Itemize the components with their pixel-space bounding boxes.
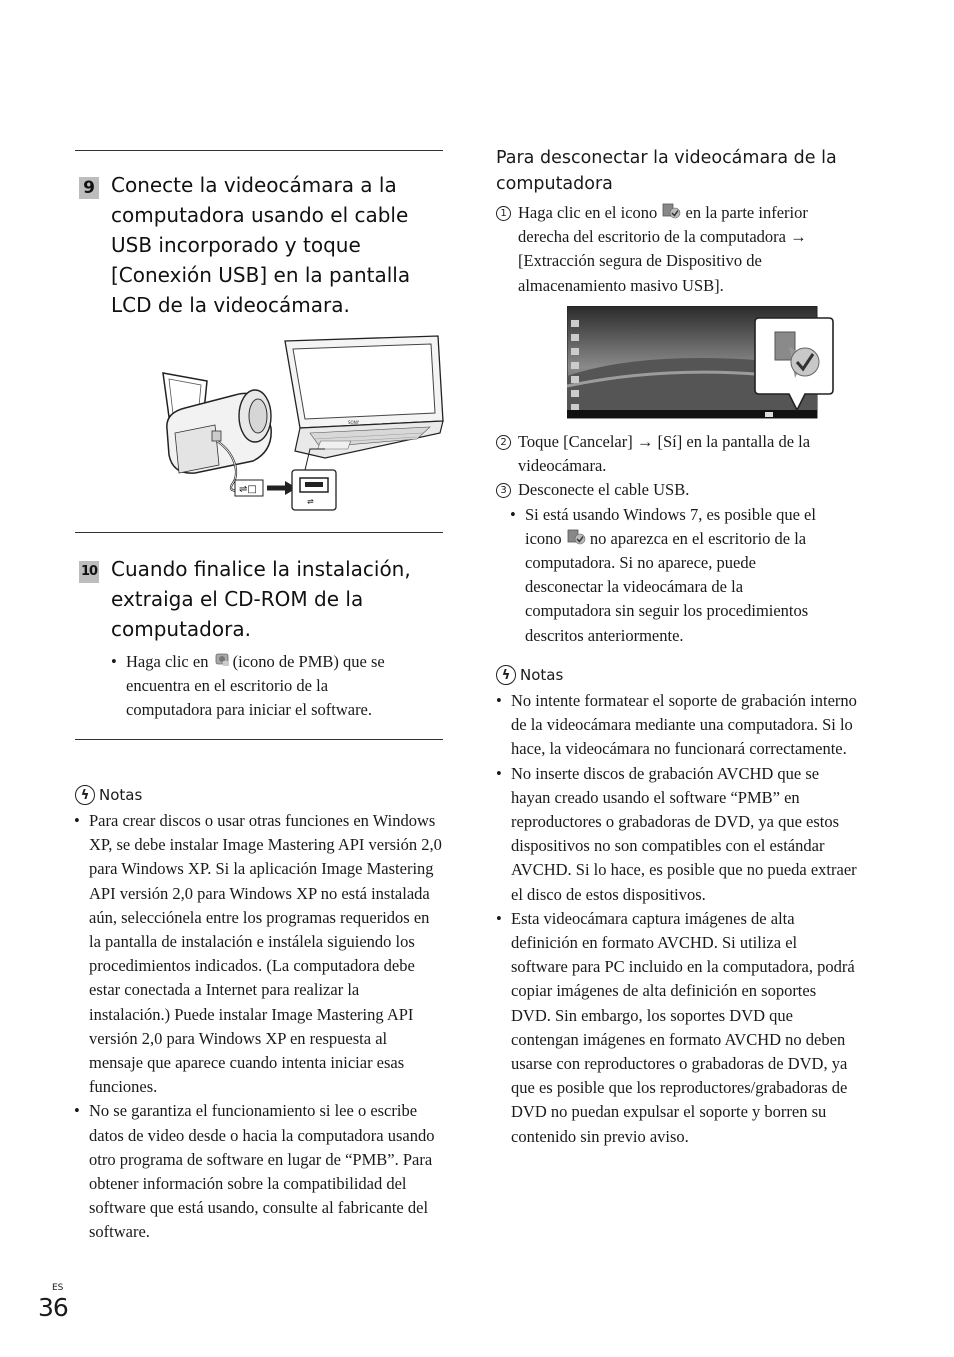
bullet-text: Si está usando Windows 7, es posible que el icono <box>525 504 816 548</box>
step-9-number: 9 <box>79 177 99 199</box>
notes-right-list <box>496 689 858 1149</box>
camcorder-laptop-illustration <box>155 333 445 513</box>
circled-number: 3 <box>496 483 511 498</box>
step-text: Haga clic en el icono <box>518 203 662 222</box>
step-text: Desconecte el cable USB. <box>518 480 690 500</box>
disconnect-step-1 <box>496 201 846 298</box>
svg-text:SONY: SONY <box>348 420 360 425</box>
usb-safe-remove-icon <box>566 528 586 546</box>
notes-heading: Notas <box>520 666 564 684</box>
notes-title-left <box>75 785 142 805</box>
notes-left-list <box>74 809 444 1245</box>
step-9-title: Conecte la videocámara a la computadora usando el cable USB incorporado y toque [Conexión USB] en la pantalla LCD de la videocámara. <box>111 173 411 317</box>
page-number: 36 <box>38 1293 68 1322</box>
list-item: • Esta videocámara captura imágenes de alta definición en formato AVCHD. Si utiliza el software para PC incluido en la computadora, podrá copiar imágenes de alta definición en soportes DVD. Sin embargo, los soportes DVD que contengan imágenes en formato AVCHD no deben usarse con reproductores o grabadoras de DVD, ya que es posible que los reproductores/grabadoras de DVD no puedan expulsar el soporte y borren su contenido sin previo aviso. <box>496 907 858 1149</box>
notes-heading: Notas <box>99 786 143 804</box>
pmb-icon <box>213 651 233 669</box>
lightning-icon: ϟ <box>496 665 516 685</box>
step-10-bullet <box>111 650 411 723</box>
lightning-icon: ϟ <box>75 785 95 805</box>
top-rule <box>75 150 443 151</box>
section-end-rule <box>75 739 443 740</box>
usb-safe-remove-icon <box>661 202 681 220</box>
svg-text:⇌: ⇌ <box>307 497 314 506</box>
step-10-title: Cuando finalice la instalación, extraiga el CD-ROM de la computadora. <box>111 557 411 641</box>
circled-number: 2 <box>496 435 511 450</box>
footer-language: ES <box>52 1283 64 1293</box>
list-item: • Para crear discos o usar otras funciones en Windows XP, se debe instalar Image Mastering API versión 2,0 para Windows XP. Si la aplicación Image Mastering API versión 2,0 para Windows XP no está instalada aún, selecciónela entre los programas requeridos en la pantalla de instalación e instálela siguiendo los procedimientos indicados. (La computadora debe estar conectada a Internet para realizar la instalación.) Puede instalar Image Mastering API versión 2,0 para Windows XP en respuesta al mensaje que aparece cuando intenta iniciar esas funciones. <box>74 809 444 1099</box>
step-10-number: 10 <box>79 561 99 583</box>
disconnect-title: Para desconectar la videocámara de la computadora <box>496 148 837 194</box>
list-item: • No inserte discos de grabación AVCHD que se hayan creado usando el software “PMB” en reproductores o grabadoras de DVD, ya que estos dispositivos no son compatibles con el estándar AVCHD. Si lo hace, es posible que no pueda extraer el disco de estos dispositivos. <box>496 762 858 907</box>
list-item <box>510 503 830 648</box>
bullet-text: (icono de PMB) que se encuentra en el escritorio de la computadora para iniciar el software. <box>126 652 385 720</box>
desktop-screenshot <box>567 306 835 422</box>
bullet-text: no aparezca en el escritorio de la computadora. Si no aparece, puede desconectar la videocámara de la computadora sin seguir los procedimientos descritos anteriormente. <box>525 528 809 645</box>
step-text: Toque [Cancelar] → [Sí] en la pantalla de la videocámara. <box>518 432 811 476</box>
svg-text:⇌□: ⇌□ <box>239 484 257 495</box>
list-item: • No intente formatear el soporte de grabación interno de la videocámara mediante una computadora. Si lo hace, la videocámara no funcionará correctamente. <box>496 689 858 762</box>
disconnect-steps-2 <box>496 430 856 648</box>
bullet-text: Haga clic en <box>126 652 213 671</box>
step-text: en la parte inferior derecha del escritorio de la computadora → [Extracción segura de Dispositivo de almacenamiento masivo USB]. <box>518 203 808 295</box>
disconnect-steps <box>496 201 846 298</box>
notes-title-right <box>496 665 563 685</box>
step-10-rule <box>75 532 443 533</box>
list-item: • No se garantiza el funcionamiento si lee o escribe datos de video desde o hacia la computadora usando otro programa de software en lugar de “PMB”. Para obtener información sobre la compatibilidad del software que está usando, consulte al fabricante del software. <box>74 1099 444 1244</box>
disconnect-step-3 <box>496 478 856 502</box>
disconnect-step-2 <box>496 430 856 478</box>
list-item <box>111 650 411 723</box>
circled-number: 1 <box>496 206 511 221</box>
